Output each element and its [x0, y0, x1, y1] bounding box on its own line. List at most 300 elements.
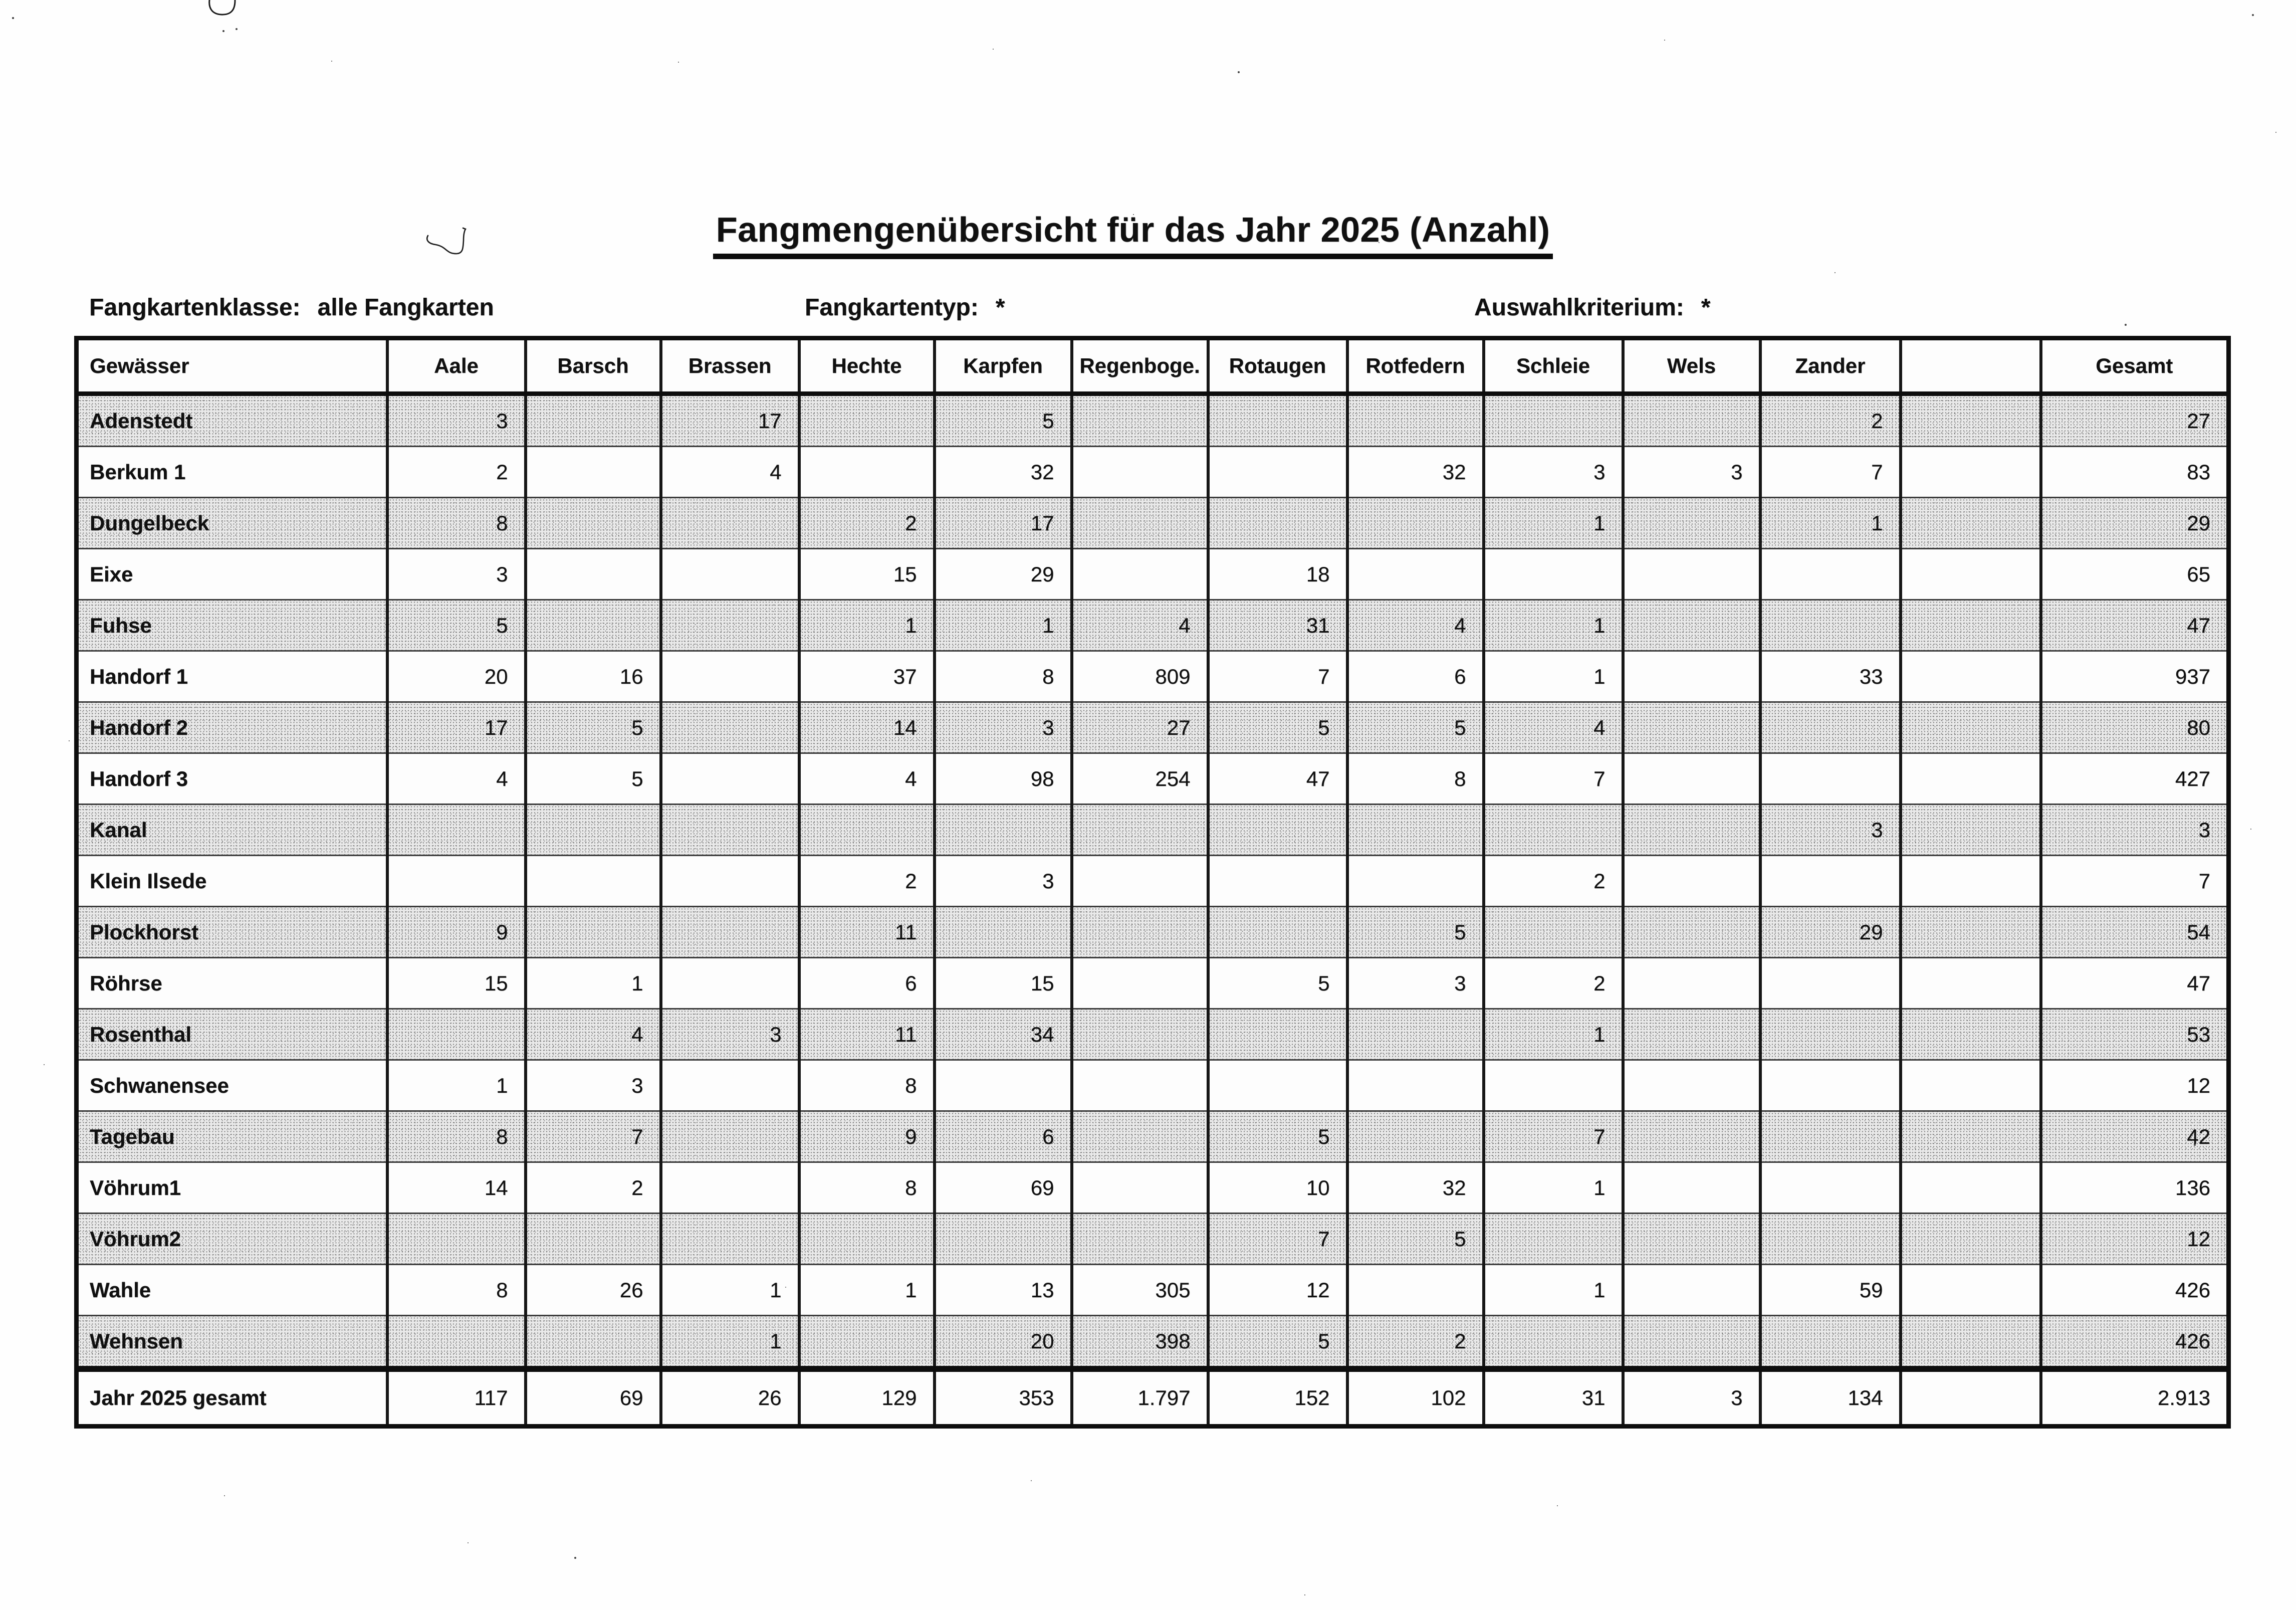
value-cell: 65 — [2041, 549, 2229, 600]
value-cell: 7 — [1760, 447, 1901, 498]
value-cell: 1 — [1484, 1265, 1623, 1316]
value-cell: 15 — [935, 958, 1072, 1009]
title-row — [0, 210, 2266, 259]
value-cell: 12 — [2041, 1060, 2229, 1111]
value-cell — [526, 856, 661, 907]
value-cell — [1208, 1060, 1347, 1111]
catch-table — [74, 336, 2231, 1429]
value-cell — [1072, 549, 1208, 600]
value-cell: 15 — [387, 958, 526, 1009]
value-cell: 8 — [935, 651, 1072, 702]
value-cell: 10 — [1208, 1162, 1347, 1214]
table-row — [77, 1265, 2229, 1316]
value-cell — [1072, 804, 1208, 856]
value-cell — [799, 447, 935, 498]
fangkartenklasse-label: Fangkartenklasse: — [89, 294, 301, 321]
table-row — [77, 651, 2229, 702]
column-header-zander: Zander — [1760, 338, 1901, 394]
value-cell: 15 — [799, 549, 935, 600]
scan-curl-mark — [204, 0, 250, 21]
value-cell — [1347, 549, 1484, 600]
value-cell: 1 — [1484, 651, 1623, 702]
row-label-cell: Klein Ilsede — [77, 856, 387, 907]
value-cell: 2 — [526, 1162, 661, 1214]
value-cell: 6 — [1347, 651, 1484, 702]
value-cell: 5 — [526, 753, 661, 804]
value-cell: 102 — [1347, 1369, 1484, 1427]
value-cell — [935, 1060, 1072, 1111]
value-cell: 20 — [935, 1316, 1072, 1369]
value-cell — [1901, 1111, 2041, 1162]
value-cell — [1072, 856, 1208, 907]
value-cell: 426 — [2041, 1265, 2229, 1316]
value-cell: 8 — [799, 1162, 935, 1214]
value-cell: 29 — [935, 549, 1072, 600]
auswahlkriterium-label: Auswahlkriterium: — [1474, 294, 1684, 321]
value-cell: 3 — [935, 702, 1072, 753]
value-cell: 18 — [1208, 549, 1347, 600]
table-row — [77, 804, 2229, 856]
value-cell: 13 — [935, 1265, 1072, 1316]
value-cell: 9 — [799, 1111, 935, 1162]
value-cell — [1901, 958, 2041, 1009]
column-header-gesamt: Gesamt — [2041, 338, 2229, 394]
value-cell: 3 — [1623, 447, 1760, 498]
table-row — [77, 1009, 2229, 1060]
row-label-cell: Dungelbeck — [77, 498, 387, 549]
filter-fangkartentyp — [805, 294, 1005, 321]
value-cell — [526, 1316, 661, 1369]
value-cell — [1623, 1060, 1760, 1111]
value-cell — [935, 1214, 1072, 1265]
value-cell — [1072, 958, 1208, 1009]
value-cell — [1347, 856, 1484, 907]
value-cell — [387, 1316, 526, 1369]
value-cell — [1901, 1162, 2041, 1214]
column-header-karpfen: Karpfen — [935, 338, 1072, 394]
value-cell — [1623, 498, 1760, 549]
value-cell — [1484, 1316, 1623, 1369]
value-cell: 53 — [2041, 1009, 2229, 1060]
value-cell — [1901, 1265, 2041, 1316]
value-cell — [1208, 804, 1347, 856]
value-cell — [799, 1316, 935, 1369]
header-row — [77, 338, 2229, 394]
value-cell: 7 — [2041, 856, 2229, 907]
value-cell — [1901, 907, 2041, 958]
value-cell — [1760, 1316, 1901, 1369]
value-cell: 1 — [799, 600, 935, 651]
value-cell — [661, 1060, 799, 1111]
value-cell — [1901, 1060, 2041, 1111]
value-cell — [387, 856, 526, 907]
value-cell: 1 — [661, 1265, 799, 1316]
value-cell — [526, 549, 661, 600]
value-cell: 31 — [1484, 1369, 1623, 1427]
value-cell — [1623, 1111, 1760, 1162]
value-cell: 34 — [935, 1009, 1072, 1060]
value-cell — [1347, 804, 1484, 856]
value-cell — [1623, 600, 1760, 651]
value-cell — [1623, 1265, 1760, 1316]
row-label-cell: Rosenthal — [77, 1009, 387, 1060]
value-cell — [1072, 1214, 1208, 1265]
page-title: Fangmengenübersicht für das Jahr 2025 (Anzahl) — [713, 210, 1553, 259]
value-cell: 2 — [799, 856, 935, 907]
value-cell: 12 — [1208, 1265, 1347, 1316]
value-cell — [387, 1009, 526, 1060]
value-cell: 4 — [387, 753, 526, 804]
table-row — [77, 753, 2229, 804]
row-label-cell: Tagebau — [77, 1111, 387, 1162]
value-cell: 31 — [1208, 600, 1347, 651]
value-cell: 1.797 — [1072, 1369, 1208, 1427]
value-cell: 1 — [1484, 600, 1623, 651]
row-label-cell: Fuhse — [77, 600, 387, 651]
row-label-cell: Kanal — [77, 804, 387, 856]
value-cell — [799, 394, 935, 447]
value-cell — [1901, 394, 2041, 447]
value-cell — [1760, 753, 1901, 804]
row-label-cell: Vöhrum1 — [77, 1162, 387, 1214]
value-cell — [1760, 1162, 1901, 1214]
value-cell: 69 — [526, 1369, 661, 1427]
value-cell: 5 — [1347, 907, 1484, 958]
value-cell: 3 — [1760, 804, 1901, 856]
value-cell: 5 — [1208, 1316, 1347, 1369]
value-cell — [661, 1111, 799, 1162]
table-row — [77, 394, 2229, 447]
value-cell — [1623, 1214, 1760, 1265]
value-cell: 426 — [2041, 1316, 2229, 1369]
value-cell: 1 — [1484, 1162, 1623, 1214]
table-row — [77, 549, 2229, 600]
row-label-cell: Röhrse — [77, 958, 387, 1009]
fangkartenklasse-value: alle Fangkarten — [317, 294, 494, 321]
column-header-barsch: Barsch — [526, 338, 661, 394]
column-header-schleie: Schleie — [1484, 338, 1623, 394]
value-cell: 134 — [1760, 1369, 1901, 1427]
fangkartentyp-label: Fangkartentyp: — [805, 294, 979, 321]
value-cell: 5 — [1208, 958, 1347, 1009]
value-cell — [1623, 702, 1760, 753]
value-cell — [1208, 394, 1347, 447]
column-header-brassen: Brassen — [661, 338, 799, 394]
value-cell — [1901, 1009, 2041, 1060]
value-cell: 2 — [1760, 394, 1901, 447]
value-cell — [1347, 1265, 1484, 1316]
fangkartentyp-value: * — [995, 294, 1005, 321]
value-cell: 42 — [2041, 1111, 2229, 1162]
value-cell — [799, 1214, 935, 1265]
table-row — [77, 1162, 2229, 1214]
value-cell — [661, 600, 799, 651]
value-cell: 27 — [2041, 394, 2229, 447]
value-cell: 47 — [2041, 600, 2229, 651]
value-cell — [1901, 702, 2041, 753]
value-cell: 4 — [1347, 600, 1484, 651]
value-cell: 5 — [1347, 702, 1484, 753]
value-cell: 9 — [387, 907, 526, 958]
value-cell — [661, 804, 799, 856]
value-cell — [935, 907, 1072, 958]
value-cell: 6 — [935, 1111, 1072, 1162]
value-cell: 29 — [2041, 498, 2229, 549]
value-cell — [1208, 856, 1347, 907]
value-cell — [1208, 447, 1347, 498]
value-cell — [526, 394, 661, 447]
total-row — [77, 1369, 2229, 1427]
value-cell: 427 — [2041, 753, 2229, 804]
value-cell — [1347, 1009, 1484, 1060]
value-cell — [1760, 1060, 1901, 1111]
value-cell — [526, 498, 661, 549]
value-cell — [661, 753, 799, 804]
value-cell — [526, 804, 661, 856]
value-cell — [1484, 804, 1623, 856]
table-row — [77, 1060, 2229, 1111]
value-cell — [1484, 549, 1623, 600]
value-cell — [1623, 651, 1760, 702]
row-label-cell: Eixe — [77, 549, 387, 600]
row-label-cell: Plockhorst — [77, 907, 387, 958]
value-cell — [1760, 1111, 1901, 1162]
value-cell — [1072, 1060, 1208, 1111]
value-cell: 3 — [935, 856, 1072, 907]
value-cell: 20 — [387, 651, 526, 702]
row-label-cell: Schwanensee — [77, 1060, 387, 1111]
value-cell — [1760, 958, 1901, 1009]
value-cell: 47 — [2041, 958, 2229, 1009]
row-label-cell: Wehnsen — [77, 1316, 387, 1369]
value-cell: 69 — [935, 1162, 1072, 1214]
value-cell — [526, 1214, 661, 1265]
value-cell: 5 — [1208, 1111, 1347, 1162]
value-cell: 2 — [799, 498, 935, 549]
value-cell — [1760, 549, 1901, 600]
value-cell: 1 — [1484, 498, 1623, 549]
value-cell: 27 — [1072, 702, 1208, 753]
catch-table-container — [74, 336, 2229, 1429]
value-cell: 4 — [526, 1009, 661, 1060]
scan-noise-specks — [12, 17, 14, 19]
value-cell — [387, 1214, 526, 1265]
table-row — [77, 1111, 2229, 1162]
value-cell: 11 — [799, 907, 935, 958]
value-cell: 8 — [1347, 753, 1484, 804]
value-cell: 98 — [935, 753, 1072, 804]
column-header-gewaesser: Gewässer — [77, 338, 387, 394]
value-cell: 26 — [661, 1369, 799, 1427]
value-cell: 2 — [1484, 856, 1623, 907]
value-cell: 353 — [935, 1369, 1072, 1427]
value-cell: 8 — [799, 1060, 935, 1111]
value-cell — [1484, 1060, 1623, 1111]
value-cell — [1072, 1009, 1208, 1060]
value-cell — [1347, 1111, 1484, 1162]
value-cell — [661, 651, 799, 702]
row-label-cell: Jahr 2025 gesamt — [77, 1369, 387, 1427]
value-cell: 1 — [935, 600, 1072, 651]
table-row — [77, 447, 2229, 498]
value-cell: 37 — [799, 651, 935, 702]
value-cell: 32 — [1347, 1162, 1484, 1214]
value-cell: 1 — [526, 958, 661, 1009]
value-cell: 1 — [1484, 1009, 1623, 1060]
value-cell: 11 — [799, 1009, 935, 1060]
table-row — [77, 702, 2229, 753]
value-cell — [1623, 1316, 1760, 1369]
value-cell — [1901, 856, 2041, 907]
value-cell — [661, 856, 799, 907]
value-cell — [799, 804, 935, 856]
value-cell: 2.913 — [2041, 1369, 2229, 1427]
value-cell — [1484, 907, 1623, 958]
value-cell: 16 — [526, 651, 661, 702]
value-cell: 3 — [661, 1009, 799, 1060]
value-cell — [1901, 498, 2041, 549]
row-label-cell: Vöhrum2 — [77, 1214, 387, 1265]
value-cell: 809 — [1072, 651, 1208, 702]
value-cell — [1623, 549, 1760, 600]
value-cell — [661, 702, 799, 753]
value-cell — [1901, 753, 2041, 804]
value-cell: 83 — [2041, 447, 2229, 498]
value-cell — [1901, 804, 2041, 856]
value-cell: 1 — [1760, 498, 1901, 549]
column-header-rotfedern: Rotfedern — [1347, 338, 1484, 394]
value-cell — [1901, 1214, 2041, 1265]
value-cell — [1760, 1009, 1901, 1060]
value-cell — [1623, 753, 1760, 804]
filter-auswahlkriterium — [1474, 294, 1710, 321]
value-cell: 152 — [1208, 1369, 1347, 1427]
value-cell: 33 — [1760, 651, 1901, 702]
value-cell — [1760, 856, 1901, 907]
value-cell: 3 — [1484, 447, 1623, 498]
table-row — [77, 907, 2229, 958]
value-cell: 5 — [387, 600, 526, 651]
value-cell — [1901, 1316, 2041, 1369]
value-cell — [1072, 498, 1208, 549]
value-cell — [1623, 1009, 1760, 1060]
filter-fangkartenklasse — [89, 294, 494, 321]
value-cell: 3 — [387, 394, 526, 447]
value-cell: 80 — [2041, 702, 2229, 753]
value-cell — [1760, 1214, 1901, 1265]
value-cell — [1208, 498, 1347, 549]
value-cell: 8 — [387, 1111, 526, 1162]
value-cell — [1072, 394, 1208, 447]
value-cell: 59 — [1760, 1265, 1901, 1316]
value-cell: 937 — [2041, 651, 2229, 702]
value-cell — [1760, 600, 1901, 651]
value-cell: 5 — [1347, 1214, 1484, 1265]
value-cell: 7 — [1484, 753, 1623, 804]
value-cell — [1901, 651, 2041, 702]
row-label-cell: Wahle — [77, 1265, 387, 1316]
column-header-aale: Aale — [387, 338, 526, 394]
value-cell — [1484, 1214, 1623, 1265]
value-cell: 3 — [1623, 1369, 1760, 1427]
value-cell — [1072, 907, 1208, 958]
row-label-cell: Handorf 3 — [77, 753, 387, 804]
value-cell: 3 — [387, 549, 526, 600]
value-cell — [1623, 856, 1760, 907]
value-cell — [1901, 600, 2041, 651]
table-row — [77, 498, 2229, 549]
value-cell: 254 — [1072, 753, 1208, 804]
value-cell: 129 — [799, 1369, 935, 1427]
value-cell: 398 — [1072, 1316, 1208, 1369]
value-cell — [661, 549, 799, 600]
value-cell: 7 — [1208, 651, 1347, 702]
value-cell: 136 — [2041, 1162, 2229, 1214]
value-cell — [1208, 1009, 1347, 1060]
value-cell: 1 — [661, 1316, 799, 1369]
column-header-rotaugen: Rotaugen — [1208, 338, 1347, 394]
auswahlkriterium-value: * — [1701, 294, 1711, 321]
table-row — [77, 958, 2229, 1009]
value-cell: 1 — [387, 1060, 526, 1111]
column-header-hechte: Hechte — [799, 338, 935, 394]
table-row — [77, 856, 2229, 907]
value-cell: 26 — [526, 1265, 661, 1316]
value-cell — [1072, 447, 1208, 498]
value-cell: 32 — [1347, 447, 1484, 498]
value-cell — [935, 804, 1072, 856]
value-cell — [661, 958, 799, 1009]
value-cell: 17 — [387, 702, 526, 753]
value-cell: 3 — [1347, 958, 1484, 1009]
table-row — [77, 1316, 2229, 1369]
value-cell: 7 — [1208, 1214, 1347, 1265]
value-cell — [1760, 702, 1901, 753]
value-cell: 5 — [935, 394, 1072, 447]
value-cell: 14 — [799, 702, 935, 753]
value-cell: 3 — [526, 1060, 661, 1111]
value-cell: 12 — [2041, 1214, 2229, 1265]
value-cell — [1347, 394, 1484, 447]
value-cell: 8 — [387, 498, 526, 549]
value-cell — [661, 907, 799, 958]
value-cell: 17 — [661, 394, 799, 447]
value-cell — [1072, 1162, 1208, 1214]
value-cell: 2 — [1484, 958, 1623, 1009]
value-cell — [661, 498, 799, 549]
value-cell — [1623, 907, 1760, 958]
value-cell: 4 — [1484, 702, 1623, 753]
value-cell: 1 — [799, 1265, 935, 1316]
row-label-cell: Adenstedt — [77, 394, 387, 447]
column-header-regenboge: Regenboge. — [1072, 338, 1208, 394]
row-label-cell: Handorf 2 — [77, 702, 387, 753]
value-cell: 117 — [387, 1369, 526, 1427]
value-cell — [1623, 804, 1760, 856]
value-cell — [1901, 447, 2041, 498]
filter-line — [0, 294, 2296, 329]
value-cell — [1623, 958, 1760, 1009]
value-cell: 2 — [1347, 1316, 1484, 1369]
value-cell: 29 — [1760, 907, 1901, 958]
value-cell: 4 — [661, 447, 799, 498]
value-cell — [661, 1162, 799, 1214]
value-cell — [1208, 907, 1347, 958]
value-cell: 17 — [935, 498, 1072, 549]
table-row — [77, 600, 2229, 651]
value-cell: 6 — [799, 958, 935, 1009]
value-cell — [1347, 498, 1484, 549]
